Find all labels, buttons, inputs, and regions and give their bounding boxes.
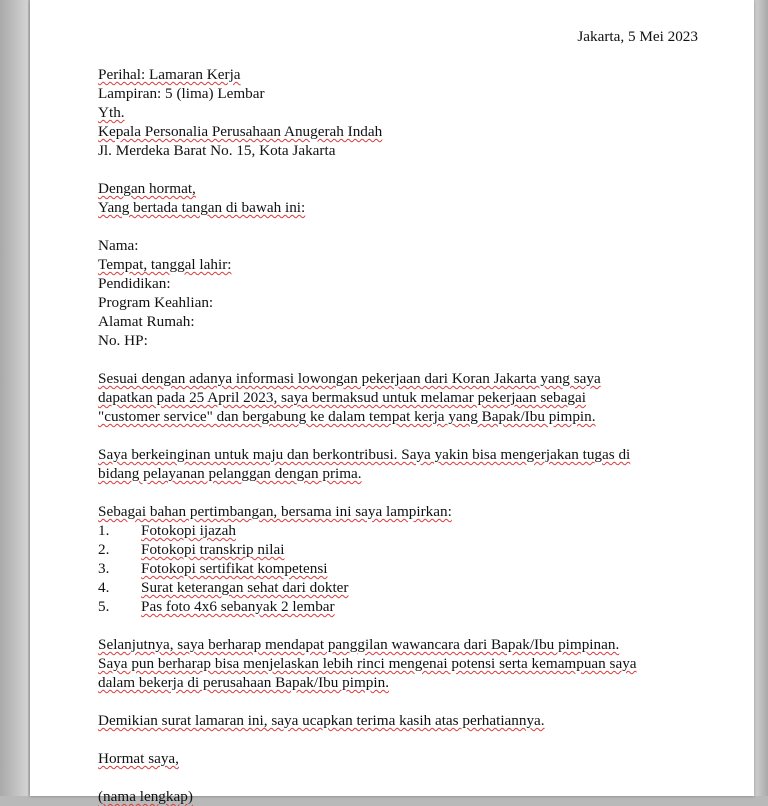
letter-subject: Perihal: Lamaran Kerja	[98, 66, 241, 83]
paragraph-line: dalam bekerja di perusahaan Bapak/Ibu pimpin.	[98, 674, 389, 691]
intro-line: Yang bertada tangan di bawah ini:	[98, 199, 306, 216]
field-address: Alamat Rumah:	[98, 313, 195, 330]
spacer	[98, 160, 698, 179]
letter-attachment-count: Lampiran: 5 (lima) Lembar	[98, 85, 265, 102]
paragraph-line: dapatkan pada 25 April 2023, saya bermaksud untuk melamar pekerjaan sebagai	[98, 389, 586, 406]
list-number: 5.	[98, 598, 110, 615]
letter-to-prefix: Yth.	[98, 104, 125, 121]
field-birth: Tempat, tanggal lahir:	[98, 256, 232, 273]
attachment-item	[98, 559, 698, 578]
closing-paragraph: Demikian surat lamaran ini, saya ucapkan terima kasih atas perhatiannya.	[98, 712, 545, 729]
field-program: Program Keahlian:	[98, 294, 214, 311]
list-number: 1.	[98, 522, 110, 539]
attachment-item	[98, 521, 698, 540]
recipient-address: Jl. Merdeka Barat No. 15, Kota Jakarta	[98, 142, 336, 159]
list-text: Pas foto 4x6 sebanyak 2 lembar	[141, 598, 335, 615]
spacer	[98, 616, 698, 635]
attachment-item	[98, 540, 698, 559]
field-name: Nama:	[98, 237, 139, 254]
list-text: Fotokopi transkrip nilai	[141, 541, 285, 558]
recipient-title: Kepala Personalia Perusahaan Anugerah Indah	[98, 123, 383, 140]
paragraph-line: Saya pun berharap bisa menjelaskan lebih rinci mengenai potensi serta kemampuan saya	[98, 655, 637, 672]
spacer	[98, 350, 698, 369]
document-page[interactable]	[30, 0, 754, 805]
spacer	[98, 217, 698, 236]
spacer	[98, 426, 698, 445]
list-text: Fotokopi ijazah	[141, 522, 236, 539]
field-phone: No. HP:	[98, 332, 148, 349]
field-education: Pendidikan:	[98, 275, 171, 292]
paragraph-line: "customer service" dan bergabung ke dalam tempat kerja yang Bapak/Ibu pimpin.	[98, 408, 596, 425]
list-text: Fotokopi sertifikat kompetensi	[141, 560, 328, 577]
list-text: Surat keterangan sehat dari dokter	[141, 579, 349, 596]
letter-body	[98, 27, 698, 806]
paragraph-line: bidang pelayanan pelanggan dengan prima.	[98, 465, 362, 482]
salutation: Dengan hormat,	[98, 180, 196, 197]
attachment-item	[98, 597, 698, 616]
paragraph-line: Saya berkeinginan untuk maju dan berkontribusi. Saya yakin bisa mengerjakan tugas di	[98, 446, 631, 463]
spacer	[98, 768, 698, 787]
letter-date: Jakarta, 5 Mei 2023	[577, 28, 698, 45]
list-number: 3.	[98, 560, 110, 577]
list-number: 2.	[98, 541, 110, 558]
spacer	[98, 46, 698, 65]
attachment-item	[98, 578, 698, 597]
paragraph-line: Selanjutnya, saya berharap mendapat panggilan wawancara dari Bapak/Ibu pimpinan.	[98, 636, 620, 653]
spacer	[98, 730, 698, 749]
list-number: 4.	[98, 579, 110, 596]
spacer	[98, 692, 698, 711]
attachments-intro: Sebagai bahan pertimbangan, bersama ini saya lampirkan:	[98, 503, 452, 520]
window-edge-right	[754, 0, 768, 796]
spacer	[98, 483, 698, 502]
paragraph-line: Sesuai dengan adanya informasi lowongan pekerjaan dari Koran Jakarta yang saya	[98, 370, 601, 387]
window-edge-left	[0, 0, 28, 796]
closing: Hormat saya,	[98, 750, 179, 767]
signature-name: (nama lengkap)	[98, 788, 193, 805]
